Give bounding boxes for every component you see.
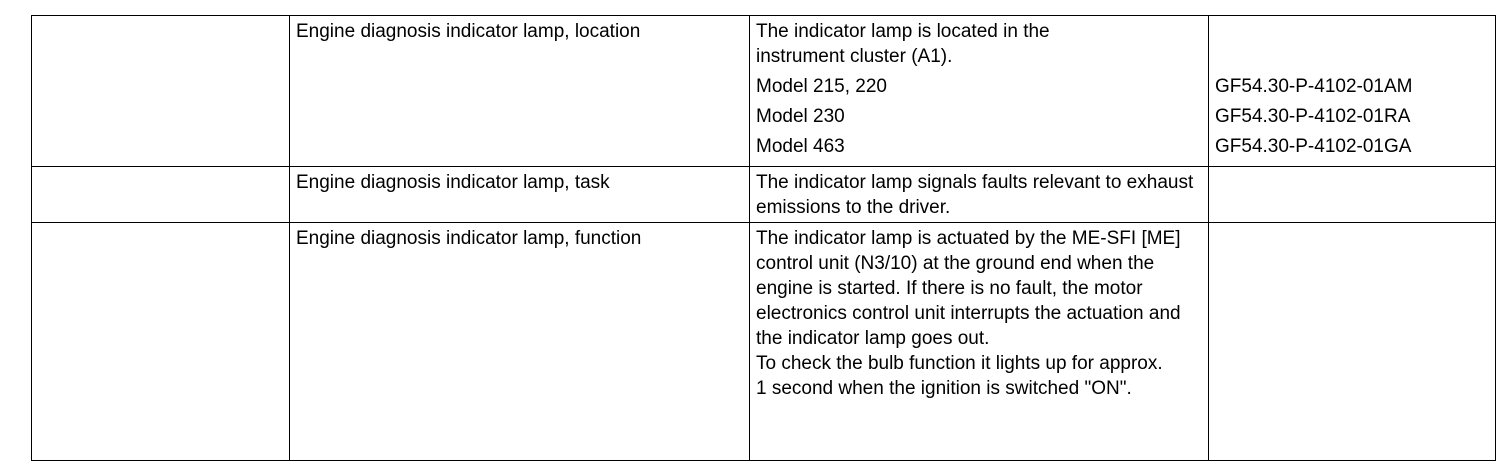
row-description-cell — [750, 223, 1209, 461]
table-row — [32, 167, 1496, 223]
document-table — [31, 15, 1496, 461]
model-label: Model 215, 220 — [756, 76, 887, 97]
reference-code: GF54.30-P-4102-01GA — [1215, 136, 1412, 157]
model-label: Model 230 — [756, 106, 845, 127]
row-description-cell — [750, 16, 1209, 167]
reference-cell — [1209, 223, 1496, 461]
reference-cell — [1209, 16, 1496, 167]
reference-code: GF54.30-P-4102-01RA — [1215, 106, 1411, 127]
reference-cell — [1209, 167, 1496, 223]
row-title: Engine diagnosis indicator lamp, location — [290, 16, 750, 167]
empty-cell — [32, 223, 290, 461]
table-row — [32, 16, 1496, 167]
row-description: To check the bulb function it lights up for approx. 1 second when the ignition is switched "ON". — [756, 353, 1163, 399]
model-label: Model 463 — [756, 136, 845, 157]
reference-code: GF54.30-P-4102-01AM — [1215, 76, 1413, 97]
table-row — [32, 223, 1496, 461]
empty-cell — [32, 16, 290, 167]
row-title: Engine diagnosis indicator lamp, function — [290, 223, 750, 461]
row-title: Engine diagnosis indicator lamp, task — [290, 167, 750, 223]
row-description: The indicator lamp signals faults relevant to exhaust emissions to the driver. — [756, 172, 1194, 218]
row-description-cell — [750, 167, 1209, 223]
empty-cell — [32, 167, 290, 223]
row-description: The indicator lamp is actuated by the ME-SFI [ME] control unit (N3/10) at the ground end when the engine is started. If there is no fault, the motor electronics control unit interrupts the actuation and the indicator lamp goes out. — [756, 228, 1181, 349]
row-description: The indicator lamp is located in the instrument cluster (A1). — [756, 21, 1050, 67]
